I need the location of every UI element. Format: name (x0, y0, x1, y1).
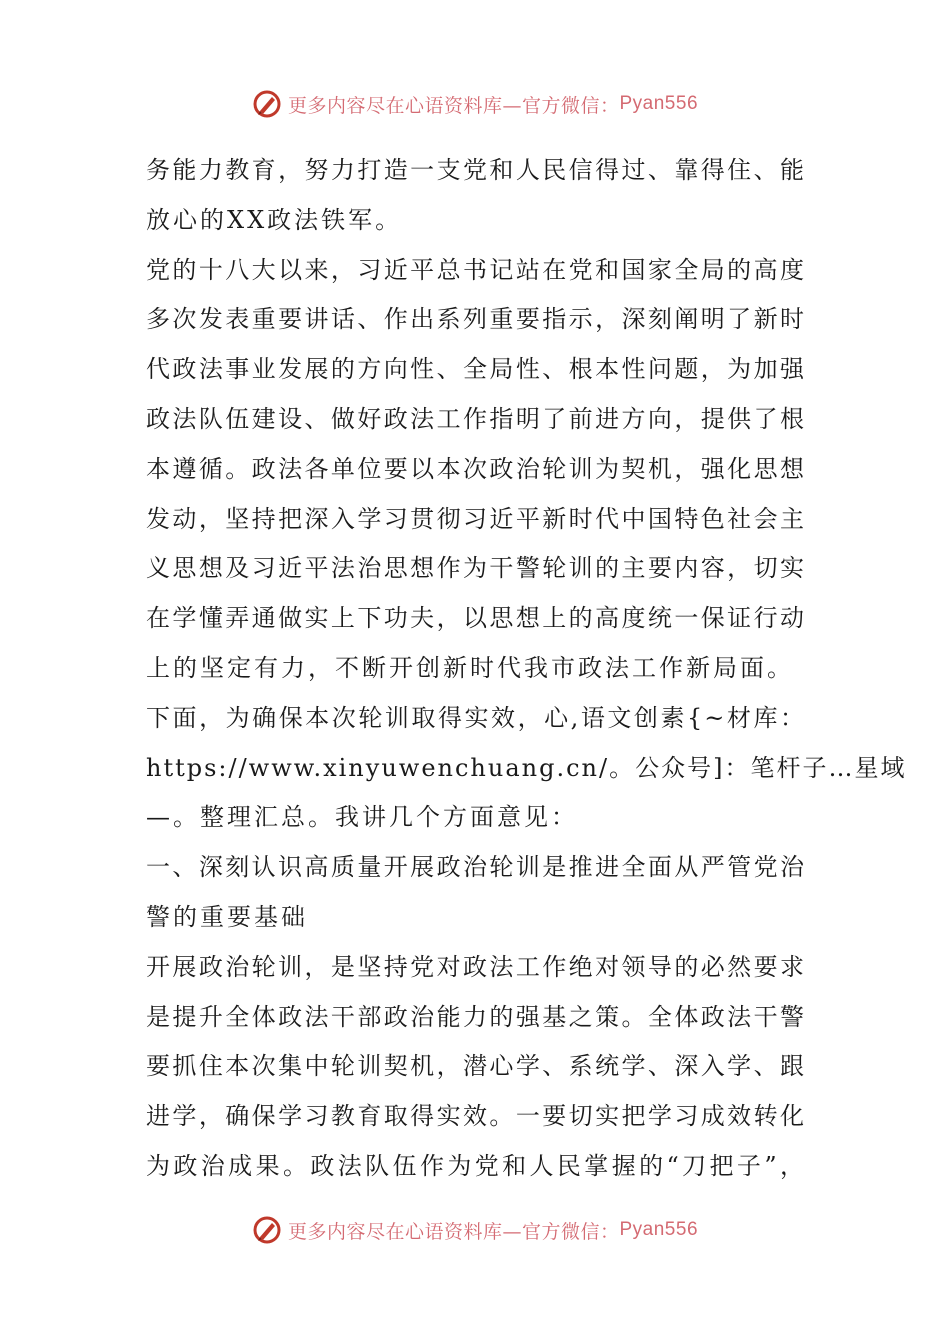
header-watermark-id: Pyan556 (619, 93, 699, 114)
text-line: 下面，为确保本次轮训取得实效，心,语文创素{~材库： (146, 703, 806, 732)
text-line: 在学懂弄通做实上下功夫，以思想上的高度统一保证行动 (146, 604, 806, 633)
text-line: 义思想及习近平法治思想作为干警轮训的主要内容，切实 (146, 554, 806, 583)
pen-logo-icon (252, 1215, 282, 1245)
text-line: —。整理汇总。我讲几个方面意见： (146, 803, 578, 832)
text-line: 进学，确保学习教育取得实效。一要切实把学习成效转化 (146, 1102, 806, 1131)
document-body (146, 146, 907, 1192)
text-line: 是提升全体政法干部政治能力的强基之策。全体政法干警 (146, 1002, 806, 1031)
text-line: 本遵循。政法各单位要以本次政治轮训为契机，强化思想 (146, 454, 806, 483)
text-line: 一、深刻认识高质量开展政治轮训是推进全面从严管党治 (146, 853, 806, 882)
footer-watermark-id: Pyan556 (619, 1219, 699, 1240)
footer-watermark (0, 1210, 950, 1250)
text-line: 上的坚定有力，不断开创新时代我市政法工作新局面。 (146, 653, 794, 682)
text-line: 发动，坚持把深入学习贯彻习近平新时代中国特色社会主 (146, 504, 806, 533)
text-line: 要抓住本次集中轮训契机，潜心学、系统学、深入学、跟 (146, 1052, 806, 1081)
text-line: 多次发表重要讲话、作出系列重要指示，深刻阐明了新时 (146, 305, 806, 334)
text-line: 政法队伍建设、做好政法工作指明了前进方向，提供了根 (146, 404, 806, 433)
text-line: 党的十八大以来，习近平总书记站在党和国家全局的高度 (146, 255, 806, 284)
text-line: https://www.xinyuwenchuang.cn/。公众号]：笔杆子…星域 (146, 753, 907, 782)
pen-logo-icon (252, 89, 282, 119)
header-watermark (0, 84, 950, 124)
text-line: 务能力教育，努力打造一支党和人民信得过、靠得住、能 (146, 156, 806, 184)
text-line: 开展政治轮训，是坚持党对政法工作绝对领导的必然要求 (146, 952, 806, 981)
text-line: 警的重要基础 (146, 902, 308, 931)
text-line: 放心的XX政法铁军。 (146, 205, 403, 234)
header-watermark-text: 更多内容尽在心语资料库—官方微信： (287, 94, 620, 117)
text-line: 为政治成果。政法队伍作为党和人民掌握的“刀把子”， (146, 1151, 806, 1180)
footer-watermark-text: 更多内容尽在心语资料库—官方微信： (287, 1220, 620, 1243)
text-line: 代政法事业发展的方向性、全局性、根本性问题，为加强 (146, 355, 806, 384)
